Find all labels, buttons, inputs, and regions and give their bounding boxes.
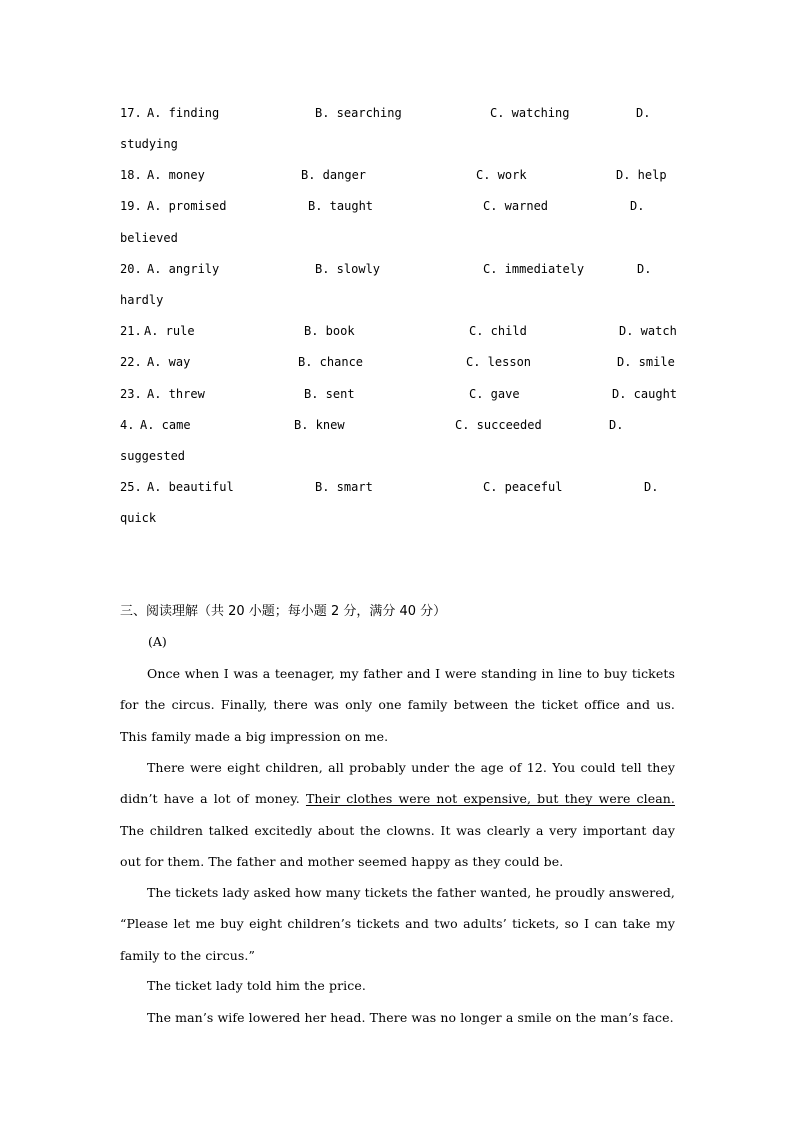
question-21-option-b: B. book bbox=[304, 324, 355, 338]
paragraph-4-text: The ticket lady told him the price. bbox=[147, 978, 366, 993]
question-23-option-b: B. sent bbox=[304, 387, 355, 401]
passage-label: (A) bbox=[148, 634, 167, 649]
question-19-option-d: D. bbox=[630, 199, 645, 213]
question-25-option-c: C. peaceful bbox=[483, 480, 563, 494]
passage-paragraph-2 bbox=[120, 752, 675, 877]
paragraph-3-text: The tickets lady asked how many tickets the father wanted, he proudly answered, “Please let me buy eight children’s tickets and two adults’ tickets, so I can take my family to the circus.” bbox=[120, 885, 675, 963]
paragraph-1-text: Once when I was a teenager, my father and I were standing in line to buy tickets for the circus. Finally, there was only one family between the ticket office and us. This family made a big impression on me. bbox=[120, 666, 675, 744]
question-17-option-c: C. watching bbox=[490, 106, 570, 120]
question-24-option-a: A. came bbox=[140, 418, 191, 432]
question-20-option-d-text: hardly bbox=[120, 293, 164, 307]
question-17-option-b: B. searching bbox=[315, 106, 402, 120]
question-18-option-b: B. danger bbox=[301, 168, 367, 182]
question-24-option-d-text: suggested bbox=[120, 449, 186, 463]
question-21-option-d: D. watch bbox=[619, 324, 677, 338]
question-25-option-d-text: quick bbox=[120, 511, 157, 525]
question-22-option-b: B. chance bbox=[298, 355, 364, 369]
question-24-number: 4. bbox=[120, 418, 135, 432]
question-25-option-b: B. smart bbox=[315, 480, 373, 494]
question-23-option-c: C. gave bbox=[469, 387, 520, 401]
paragraph-2-text-end: The children talked excitedly about the clowns. It was clearly a very important day out for them. The father and mother seemed happy as they could be. bbox=[120, 822, 675, 869]
passage-paragraph-1 bbox=[120, 658, 675, 752]
question-17-option-d: D. bbox=[636, 106, 651, 120]
question-21-option-a: A. rule bbox=[144, 324, 195, 338]
question-20-option-c: C. immediately bbox=[483, 262, 585, 276]
question-25-number: 25. bbox=[120, 480, 142, 494]
question-20-number: 20. bbox=[120, 262, 142, 276]
question-19-option-a: A. promised bbox=[147, 199, 227, 213]
passage-paragraph-5 bbox=[120, 1002, 675, 1033]
question-20-option-d: D. bbox=[637, 262, 652, 276]
question-18-option-c: C. work bbox=[476, 168, 527, 182]
question-20-option-b: B. slowly bbox=[315, 262, 381, 276]
question-22-number: 22. bbox=[120, 355, 142, 369]
section-heading: 三、阅读理解（共 20 小题；每小题 2 分，满分 40 分） bbox=[120, 604, 447, 619]
question-25-option-d: D. bbox=[644, 480, 659, 494]
question-24-option-c: C. succeeded bbox=[455, 418, 542, 432]
question-23-option-a: A. threw bbox=[147, 387, 205, 401]
question-18-option-a: A. money bbox=[147, 168, 205, 182]
question-20-option-a: A. angrily bbox=[147, 262, 220, 276]
question-23-number: 23. bbox=[120, 387, 142, 401]
question-21-number: 21. bbox=[120, 324, 142, 338]
question-19-option-b: B. taught bbox=[308, 199, 374, 213]
question-24-option-b: B. knew bbox=[294, 418, 345, 432]
question-17-number: 17. bbox=[120, 106, 142, 120]
question-18-number: 18. bbox=[120, 168, 142, 182]
question-21-option-c: C. child bbox=[469, 324, 527, 338]
question-22-option-d: D. smile bbox=[617, 355, 675, 369]
paragraph-5-text: The man’s wife lowered her head. There was no longer a smile on the man’s face. bbox=[147, 1010, 674, 1025]
question-19-number: 19. bbox=[120, 199, 142, 213]
question-17-option-d-text: studying bbox=[120, 137, 178, 151]
question-22-option-c: C. lesson bbox=[466, 355, 532, 369]
question-19-option-d-text: believed bbox=[120, 231, 178, 245]
underlined-sentence: Their clothes were not expensive, but they were clean. bbox=[305, 791, 675, 807]
question-18-option-d: D. help bbox=[616, 168, 667, 182]
passage-paragraph-3 bbox=[120, 877, 675, 971]
passage-paragraph-4 bbox=[120, 970, 675, 1001]
question-23-option-d: D. caught bbox=[612, 387, 678, 401]
paragraph-2-text-start: There were eight children, all probably under the age of 12. You could tell they didn’t have a lot of money. bbox=[120, 760, 675, 807]
question-17-option-a: A. finding bbox=[147, 106, 220, 120]
question-22-option-a: A. way bbox=[147, 355, 191, 369]
question-19-option-c: C. warned bbox=[483, 199, 549, 213]
question-24-option-d: D. bbox=[609, 418, 624, 432]
question-25-option-a: A. beautiful bbox=[147, 480, 234, 494]
